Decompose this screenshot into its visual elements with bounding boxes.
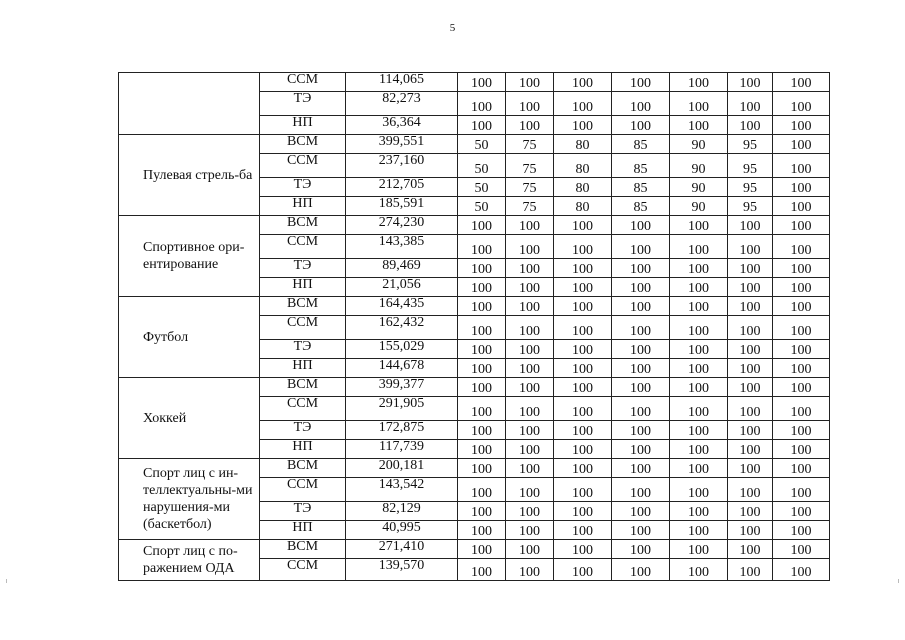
norm-cell: 100 bbox=[670, 359, 728, 378]
norm-cell: 100 bbox=[670, 73, 728, 92]
norm-cell: 100 bbox=[670, 259, 728, 278]
value-cell: 36,364 bbox=[346, 116, 458, 135]
category-cell: НП bbox=[260, 521, 346, 540]
category-cell: ВСМ bbox=[260, 216, 346, 235]
norm-cell: 100 bbox=[773, 73, 830, 92]
scan-mark-left bbox=[6, 579, 7, 583]
norm-cell: 100 bbox=[554, 278, 612, 297]
norm-cell: 100 bbox=[670, 397, 728, 421]
norm-cell: 100 bbox=[728, 459, 773, 478]
category-cell: ССМ bbox=[260, 235, 346, 259]
norm-cell: 100 bbox=[773, 559, 830, 581]
norm-cell: 100 bbox=[458, 521, 506, 540]
norm-cell: 100 bbox=[458, 540, 506, 559]
value-cell: 21,056 bbox=[346, 278, 458, 297]
norm-cell: 100 bbox=[773, 397, 830, 421]
value-cell: 271,410 bbox=[346, 540, 458, 559]
table-row bbox=[119, 540, 830, 559]
norm-cell: 100 bbox=[506, 92, 554, 116]
page-number: 5 bbox=[449, 22, 456, 34]
norm-cell: 100 bbox=[670, 559, 728, 581]
norm-cell: 75 bbox=[506, 197, 554, 216]
norm-cell: 100 bbox=[728, 521, 773, 540]
norm-cell: 100 bbox=[773, 359, 830, 378]
value-cell: 162,432 bbox=[346, 316, 458, 340]
norm-cell: 100 bbox=[612, 478, 670, 502]
table-row bbox=[119, 297, 830, 316]
norm-cell: 100 bbox=[670, 378, 728, 397]
norm-cell: 90 bbox=[670, 197, 728, 216]
norm-cell: 80 bbox=[554, 154, 612, 178]
value-cell: 291,905 bbox=[346, 397, 458, 421]
norm-cell: 100 bbox=[773, 340, 830, 359]
norm-cell: 100 bbox=[612, 459, 670, 478]
norm-cell: 100 bbox=[773, 440, 830, 459]
norm-cell: 100 bbox=[728, 478, 773, 502]
norm-cell: 50 bbox=[458, 197, 506, 216]
norm-cell: 100 bbox=[506, 421, 554, 440]
norm-cell: 100 bbox=[554, 259, 612, 278]
norm-cell: 100 bbox=[728, 559, 773, 581]
norm-cell: 100 bbox=[728, 316, 773, 340]
norm-cell: 100 bbox=[554, 521, 612, 540]
norm-cell: 100 bbox=[773, 197, 830, 216]
norm-cell: 100 bbox=[670, 478, 728, 502]
norm-cell: 100 bbox=[728, 235, 773, 259]
norm-cell: 100 bbox=[773, 235, 830, 259]
value-cell: 399,551 bbox=[346, 135, 458, 154]
norm-cell: 100 bbox=[773, 521, 830, 540]
value-cell: 155,029 bbox=[346, 340, 458, 359]
norm-cell: 100 bbox=[612, 440, 670, 459]
norm-cell: 100 bbox=[612, 559, 670, 581]
norm-cell: 100 bbox=[728, 359, 773, 378]
norm-cell: 50 bbox=[458, 135, 506, 154]
norm-cell: 100 bbox=[728, 397, 773, 421]
norm-cell: 95 bbox=[728, 135, 773, 154]
category-cell: ССМ bbox=[260, 73, 346, 92]
norm-cell: 100 bbox=[506, 459, 554, 478]
norm-cell: 100 bbox=[506, 521, 554, 540]
norm-cell: 100 bbox=[506, 235, 554, 259]
norm-cell: 90 bbox=[670, 154, 728, 178]
value-cell: 212,705 bbox=[346, 178, 458, 197]
norm-cell: 100 bbox=[728, 73, 773, 92]
norm-cell: 100 bbox=[554, 540, 612, 559]
category-cell: ССМ bbox=[260, 154, 346, 178]
norm-cell: 100 bbox=[670, 235, 728, 259]
category-cell: ТЭ bbox=[260, 259, 346, 278]
category-cell: ВСМ bbox=[260, 459, 346, 478]
norm-cell: 100 bbox=[458, 73, 506, 92]
norm-cell: 100 bbox=[773, 378, 830, 397]
norm-cell: 100 bbox=[670, 421, 728, 440]
norm-cell: 85 bbox=[612, 154, 670, 178]
norm-cell: 100 bbox=[458, 259, 506, 278]
value-cell: 139,570 bbox=[346, 559, 458, 581]
norm-cell: 50 bbox=[458, 178, 506, 197]
norm-cell: 100 bbox=[554, 216, 612, 235]
norms-table bbox=[118, 72, 830, 581]
norm-cell: 100 bbox=[458, 478, 506, 502]
category-cell: НП bbox=[260, 197, 346, 216]
norm-cell: 100 bbox=[506, 278, 554, 297]
value-cell: 172,875 bbox=[346, 421, 458, 440]
norm-cell: 100 bbox=[506, 73, 554, 92]
norm-cell: 100 bbox=[554, 478, 612, 502]
norm-cell: 100 bbox=[670, 216, 728, 235]
norm-cell: 80 bbox=[554, 135, 612, 154]
value-cell: 200,181 bbox=[346, 459, 458, 478]
norm-cell: 100 bbox=[728, 502, 773, 521]
norm-cell: 85 bbox=[612, 178, 670, 197]
norm-cell: 85 bbox=[612, 197, 670, 216]
value-cell: 117,739 bbox=[346, 440, 458, 459]
norm-cell: 100 bbox=[773, 421, 830, 440]
norm-cell: 100 bbox=[458, 297, 506, 316]
category-cell: НП bbox=[260, 359, 346, 378]
norm-cell: 100 bbox=[773, 278, 830, 297]
category-cell: ТЭ bbox=[260, 340, 346, 359]
value-cell: 143,385 bbox=[346, 235, 458, 259]
norm-cell: 100 bbox=[458, 559, 506, 581]
norm-cell: 100 bbox=[773, 297, 830, 316]
norm-cell: 100 bbox=[506, 316, 554, 340]
norm-cell: 100 bbox=[728, 116, 773, 135]
norm-cell: 100 bbox=[506, 540, 554, 559]
norm-cell: 100 bbox=[506, 478, 554, 502]
norm-cell: 100 bbox=[458, 116, 506, 135]
norm-cell: 100 bbox=[612, 92, 670, 116]
value-cell: 399,377 bbox=[346, 378, 458, 397]
value-cell: 89,469 bbox=[346, 259, 458, 278]
norm-cell: 100 bbox=[670, 116, 728, 135]
norms-table-body bbox=[119, 73, 830, 581]
norm-cell: 100 bbox=[506, 259, 554, 278]
norm-cell: 100 bbox=[506, 359, 554, 378]
category-cell: ТЭ bbox=[260, 178, 346, 197]
norm-cell: 80 bbox=[554, 178, 612, 197]
sport-name-cell: Хоккей bbox=[119, 378, 260, 459]
norm-cell: 100 bbox=[612, 540, 670, 559]
category-cell: ТЭ bbox=[260, 92, 346, 116]
norm-cell: 100 bbox=[506, 502, 554, 521]
norm-cell: 100 bbox=[554, 397, 612, 421]
norm-cell: 100 bbox=[554, 92, 612, 116]
norm-cell: 100 bbox=[458, 440, 506, 459]
norm-cell: 100 bbox=[670, 459, 728, 478]
value-cell: 274,230 bbox=[346, 216, 458, 235]
norm-cell: 100 bbox=[612, 502, 670, 521]
norm-cell: 100 bbox=[728, 259, 773, 278]
norm-cell: 100 bbox=[773, 154, 830, 178]
norm-cell: 100 bbox=[670, 278, 728, 297]
value-cell: 164,435 bbox=[346, 297, 458, 316]
norm-cell: 100 bbox=[773, 540, 830, 559]
norm-cell: 95 bbox=[728, 197, 773, 216]
norm-cell: 100 bbox=[773, 135, 830, 154]
norm-cell: 100 bbox=[670, 502, 728, 521]
table-row bbox=[119, 135, 830, 154]
norm-cell: 100 bbox=[612, 340, 670, 359]
norm-cell: 100 bbox=[506, 378, 554, 397]
norm-cell: 100 bbox=[458, 92, 506, 116]
norm-cell: 100 bbox=[670, 540, 728, 559]
category-cell: ССМ bbox=[260, 397, 346, 421]
category-cell: ВСМ bbox=[260, 540, 346, 559]
norm-cell: 100 bbox=[728, 216, 773, 235]
norm-cell: 100 bbox=[773, 502, 830, 521]
norm-cell: 100 bbox=[554, 73, 612, 92]
table-row bbox=[119, 378, 830, 397]
norm-cell: 100 bbox=[458, 278, 506, 297]
norm-cell: 100 bbox=[612, 216, 670, 235]
norm-cell: 75 bbox=[506, 154, 554, 178]
norm-cell: 100 bbox=[554, 440, 612, 459]
sport-name-cell bbox=[119, 73, 260, 135]
norm-cell: 95 bbox=[728, 178, 773, 197]
sport-name-cell: Пулевая стрель-ба bbox=[119, 135, 260, 216]
norm-cell: 100 bbox=[670, 297, 728, 316]
norm-cell: 100 bbox=[554, 316, 612, 340]
sport-name-cell: Спорт лиц с ин-теллектуальны-ми нарушения-ми (баскетбол) bbox=[119, 459, 260, 540]
norm-cell: 100 bbox=[458, 378, 506, 397]
table-row bbox=[119, 459, 830, 478]
norm-cell: 100 bbox=[554, 378, 612, 397]
norm-cell: 100 bbox=[554, 297, 612, 316]
category-cell: НП bbox=[260, 116, 346, 135]
norm-cell: 100 bbox=[506, 297, 554, 316]
value-cell: 144,678 bbox=[346, 359, 458, 378]
value-cell: 237,160 bbox=[346, 154, 458, 178]
norm-cell: 100 bbox=[458, 359, 506, 378]
sport-name-cell: Спортивное ори-ентирование bbox=[119, 216, 260, 297]
norm-cell: 80 bbox=[554, 197, 612, 216]
sport-name-cell: Спорт лиц с по-ражением ОДА bbox=[119, 540, 260, 581]
norm-cell: 100 bbox=[612, 235, 670, 259]
category-cell: ТЭ bbox=[260, 421, 346, 440]
norm-cell: 100 bbox=[773, 92, 830, 116]
norm-cell: 100 bbox=[773, 459, 830, 478]
norm-cell: 100 bbox=[554, 459, 612, 478]
value-cell: 143,542 bbox=[346, 478, 458, 502]
norm-cell: 100 bbox=[554, 235, 612, 259]
norm-cell: 100 bbox=[670, 92, 728, 116]
norm-cell: 100 bbox=[458, 502, 506, 521]
norm-cell: 100 bbox=[670, 316, 728, 340]
norm-cell: 100 bbox=[773, 178, 830, 197]
category-cell: ВСМ bbox=[260, 378, 346, 397]
value-cell: 40,995 bbox=[346, 521, 458, 540]
sport-name-cell: Футбол bbox=[119, 297, 260, 378]
category-cell: ССМ bbox=[260, 316, 346, 340]
value-cell: 82,129 bbox=[346, 502, 458, 521]
norm-cell: 100 bbox=[458, 216, 506, 235]
category-cell: ВСМ bbox=[260, 297, 346, 316]
norm-cell: 100 bbox=[612, 278, 670, 297]
norm-cell: 100 bbox=[506, 397, 554, 421]
norm-cell: 100 bbox=[773, 478, 830, 502]
norm-cell: 100 bbox=[554, 559, 612, 581]
norm-cell: 100 bbox=[728, 92, 773, 116]
norm-cell: 100 bbox=[458, 316, 506, 340]
norm-cell: 100 bbox=[773, 259, 830, 278]
norm-cell: 75 bbox=[506, 135, 554, 154]
norm-cell: 100 bbox=[458, 421, 506, 440]
norm-cell: 100 bbox=[728, 278, 773, 297]
norm-cell: 100 bbox=[670, 521, 728, 540]
norm-cell: 100 bbox=[458, 235, 506, 259]
norm-cell: 100 bbox=[728, 421, 773, 440]
norm-cell: 100 bbox=[612, 421, 670, 440]
table-row bbox=[119, 216, 830, 235]
category-cell: НП bbox=[260, 440, 346, 459]
norm-cell: 100 bbox=[612, 316, 670, 340]
norm-cell: 90 bbox=[670, 178, 728, 197]
norm-cell: 100 bbox=[612, 116, 670, 135]
norm-cell: 100 bbox=[612, 378, 670, 397]
norm-cell: 100 bbox=[612, 359, 670, 378]
norm-cell: 100 bbox=[506, 559, 554, 581]
norm-cell: 100 bbox=[728, 297, 773, 316]
category-cell: ССМ bbox=[260, 478, 346, 502]
norm-cell: 100 bbox=[612, 297, 670, 316]
norm-cell: 100 bbox=[458, 459, 506, 478]
norm-cell: 100 bbox=[506, 440, 554, 459]
norm-cell: 100 bbox=[728, 540, 773, 559]
norm-cell: 100 bbox=[670, 340, 728, 359]
value-cell: 114,065 bbox=[346, 73, 458, 92]
scan-mark-right bbox=[898, 579, 899, 583]
norm-cell: 100 bbox=[554, 340, 612, 359]
norm-cell: 50 bbox=[458, 154, 506, 178]
norm-cell: 85 bbox=[612, 135, 670, 154]
norm-cell: 100 bbox=[728, 340, 773, 359]
norm-cell: 100 bbox=[728, 378, 773, 397]
norm-cell: 100 bbox=[554, 359, 612, 378]
category-cell: ССМ bbox=[260, 559, 346, 581]
norm-cell: 100 bbox=[554, 421, 612, 440]
norm-cell: 100 bbox=[670, 440, 728, 459]
norm-cell: 100 bbox=[506, 340, 554, 359]
norm-cell: 100 bbox=[612, 73, 670, 92]
norm-cell: 100 bbox=[458, 397, 506, 421]
norm-cell: 100 bbox=[728, 440, 773, 459]
norm-cell: 90 bbox=[670, 135, 728, 154]
norm-cell: 100 bbox=[773, 216, 830, 235]
norm-cell: 100 bbox=[612, 521, 670, 540]
category-cell: ТЭ bbox=[260, 502, 346, 521]
value-cell: 82,273 bbox=[346, 92, 458, 116]
category-cell: ВСМ bbox=[260, 135, 346, 154]
norm-cell: 95 bbox=[728, 154, 773, 178]
norm-cell: 75 bbox=[506, 178, 554, 197]
table-row bbox=[119, 73, 830, 92]
value-cell: 185,591 bbox=[346, 197, 458, 216]
category-cell: НП bbox=[260, 278, 346, 297]
norm-cell: 100 bbox=[458, 340, 506, 359]
norm-cell: 100 bbox=[612, 259, 670, 278]
norm-cell: 100 bbox=[506, 216, 554, 235]
norm-cell: 100 bbox=[554, 502, 612, 521]
norm-cell: 100 bbox=[612, 397, 670, 421]
norm-cell: 100 bbox=[554, 116, 612, 135]
norm-cell: 100 bbox=[773, 116, 830, 135]
norm-cell: 100 bbox=[506, 116, 554, 135]
norm-cell: 100 bbox=[773, 316, 830, 340]
